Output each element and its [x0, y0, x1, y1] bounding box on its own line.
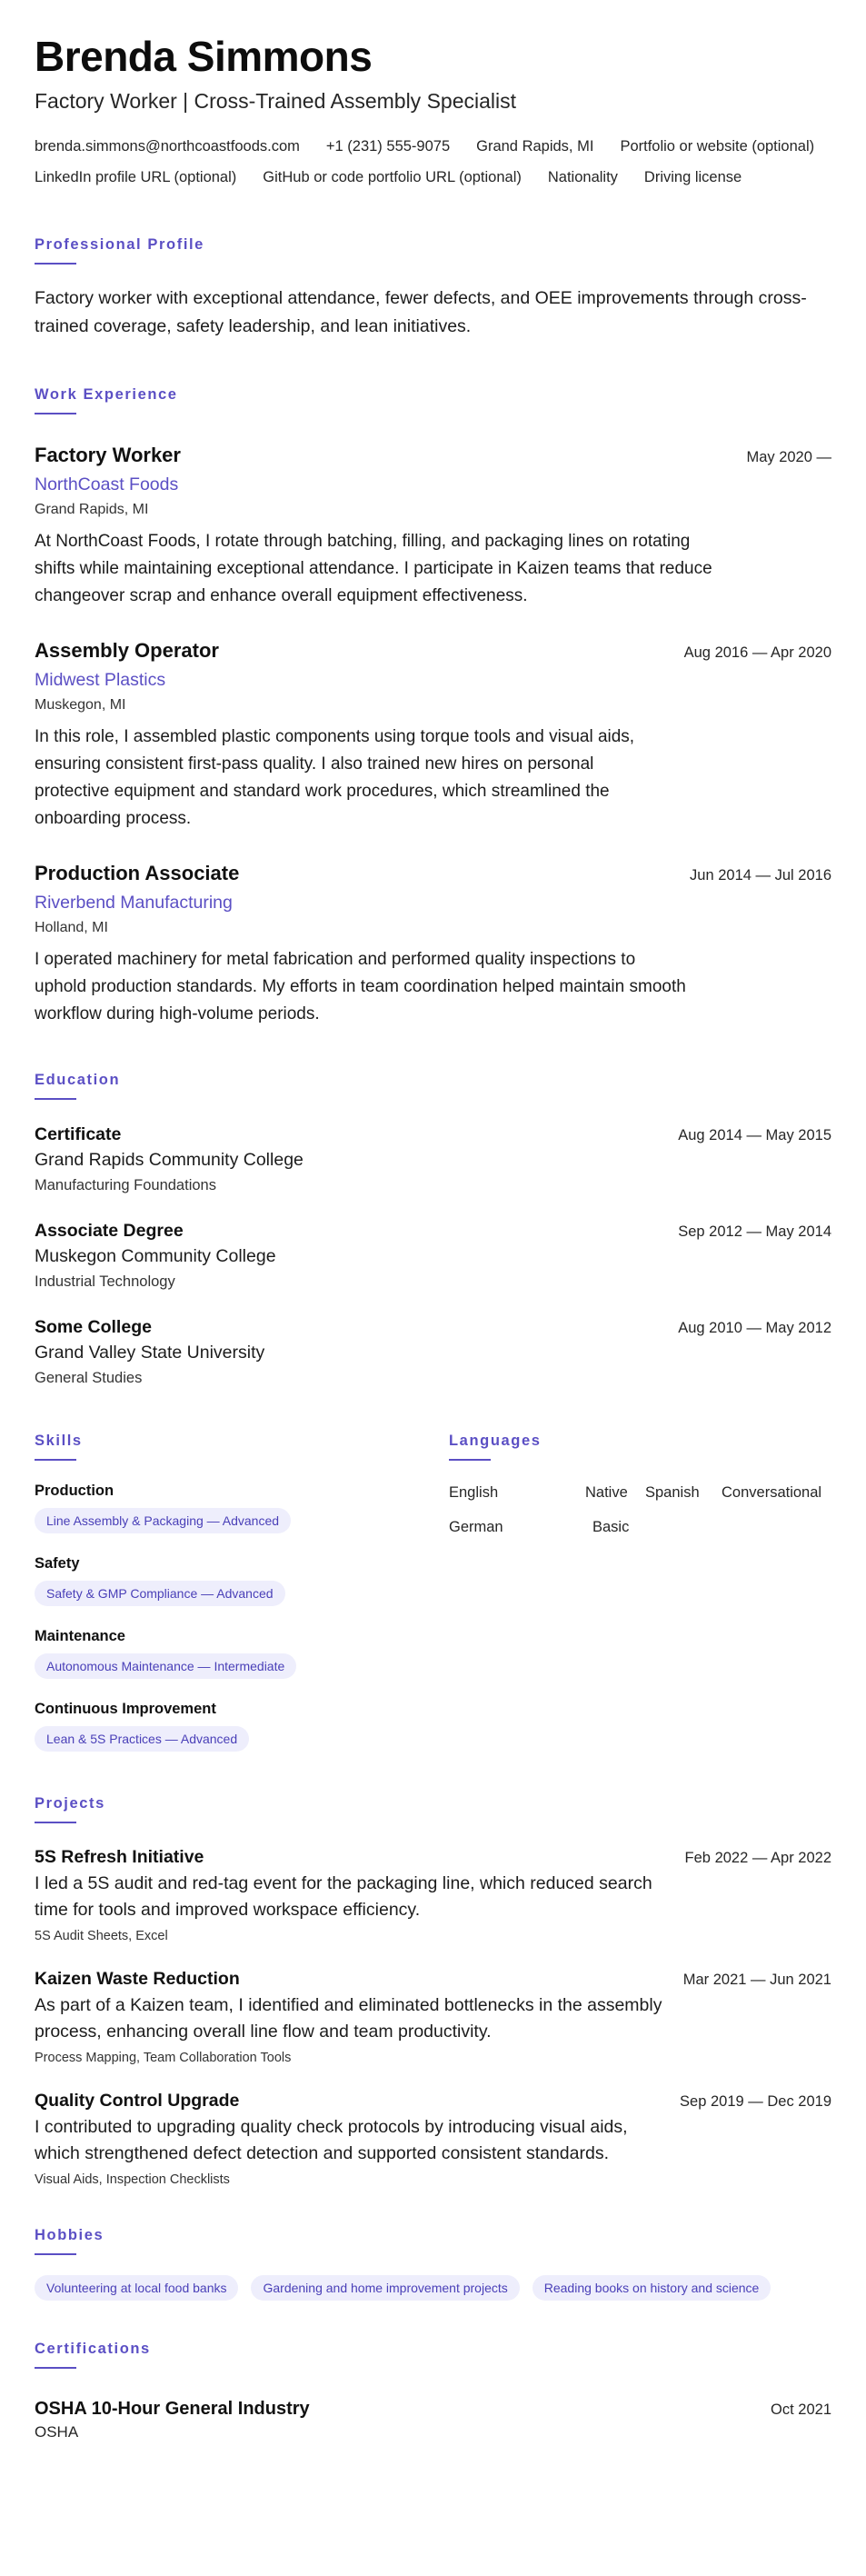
project-name: Kaizen Waste Reduction	[35, 1969, 240, 1989]
skill-pill: Line Assembly & Packaging — Advanced	[35, 1508, 291, 1533]
section-title: Work Experience	[35, 386, 178, 403]
degree-title: Certificate	[35, 1124, 122, 1144]
project-name: 5S Refresh Initiative	[35, 1847, 204, 1867]
section-title: Education	[35, 1072, 121, 1088]
section-divider	[449, 1459, 491, 1461]
hobby-pill: Volunteering at local food banks	[35, 2275, 238, 2301]
certifications-section	[35, 2339, 831, 2443]
work-entry	[35, 860, 831, 1028]
project-dates: Feb 2022 — Apr 2022	[684, 1850, 831, 1866]
degree-title: Some College	[35, 1317, 152, 1337]
section-title: Skills	[35, 1433, 83, 1449]
education-entry	[35, 1218, 831, 1293]
profile-summary: Factory worker with exceptional attendance, fewer defects, and OEE improvements through cross-trained coverage, safety leadership, and lean initiatives.	[35, 288, 807, 336]
profile-section	[35, 235, 831, 341]
education-entry	[35, 1314, 831, 1389]
skill-category: Production	[35, 1483, 114, 1499]
contact-list	[35, 131, 825, 193]
section-title: Hobbies	[35, 2227, 105, 2243]
job-dates: Aug 2016 — Apr 2020	[683, 644, 831, 661]
certification-entry	[35, 2396, 831, 2443]
school-name: Muskegon Community College	[35, 1246, 276, 1266]
language-name: Spanish	[645, 1484, 700, 1501]
education-dates: Aug 2014 — May 2015	[678, 1127, 831, 1143]
project-entry	[35, 1967, 831, 2067]
project-tools: 5S Audit Sheets, Excel	[35, 1929, 168, 1943]
project-tools: Visual Aids, Inspection Checklists	[35, 2172, 230, 2187]
languages-list	[449, 1483, 831, 1537]
project-tools: Process Mapping, Team Collaboration Tools	[35, 2051, 292, 2065]
skill-pill: Lean & 5S Practices — Advanced	[35, 1726, 249, 1752]
school-name: Grand Rapids Community College	[35, 1150, 304, 1170]
section-divider	[35, 1822, 76, 1823]
project-dates: Mar 2021 — Jun 2021	[682, 1972, 831, 1988]
education-dates: Sep 2012 — May 2014	[678, 1223, 831, 1240]
project-name: Quality Control Upgrade	[35, 2091, 240, 2111]
section-divider	[35, 2253, 76, 2255]
company-name: Midwest Plastics	[35, 670, 166, 690]
field-of-study: Manufacturing Foundations	[35, 1177, 216, 1193]
company-name: NorthCoast Foods	[35, 474, 179, 494]
contact-nationality: Nationality	[547, 169, 618, 185]
degree-title: Associate Degree	[35, 1221, 184, 1241]
language-name: English	[449, 1484, 499, 1501]
hobby-pill: Reading books on history and science	[533, 2275, 771, 2301]
language-name: German	[449, 1519, 503, 1535]
section-title: Projects	[35, 1795, 105, 1812]
section-title: Languages	[449, 1433, 542, 1449]
candidate-name: Brenda Simmons	[35, 33, 373, 80]
language-level: Conversational	[722, 1484, 822, 1501]
skill-category: Safety	[35, 1555, 80, 1572]
contact-portfolio[interactable]: Portfolio or website (optional)	[620, 138, 815, 155]
section-title: Professional Profile	[35, 236, 204, 253]
project-entry	[35, 2089, 831, 2189]
job-dates: May 2020 —	[746, 449, 831, 465]
section-divider	[35, 413, 76, 414]
hobby-pill: Gardening and home improvement projects	[251, 2275, 519, 2301]
job-description: I operated machinery for metal fabrication and performed quality inspections to uphold production standards. My efforts in team coordination helped maintain smooth workflow during high-volume periods.	[35, 950, 686, 1023]
certification-date: Oct 2021	[771, 2401, 831, 2418]
project-description: As part of a Kaizen team, I identified and eliminated bottlenecks in the assembly process, enhancing overall line flow and team productivity.	[35, 1995, 662, 2042]
hobbies-list	[35, 2275, 831, 2301]
section-divider	[35, 263, 76, 265]
field-of-study: Industrial Technology	[35, 1273, 175, 1290]
skill-group	[35, 1699, 449, 1752]
job-location: Grand Rapids, MI	[35, 502, 149, 517]
skill-category: Continuous Improvement	[35, 1701, 216, 1717]
certification-name: OSHA 10-Hour General Industry	[35, 2399, 310, 2419]
skills-languages-row	[35, 1431, 831, 1752]
skill-group	[35, 1553, 449, 1606]
education-section	[35, 1070, 831, 1389]
field-of-study: General Studies	[35, 1370, 143, 1386]
language-level: Basic	[592, 1519, 630, 1535]
job-title: Factory Worker	[35, 444, 181, 466]
section-divider	[35, 1098, 76, 1100]
contact-linkedin[interactable]: LinkedIn profile URL (optional)	[35, 169, 237, 185]
job-location: Muskegon, MI	[35, 697, 126, 713]
contact-email[interactable]: brenda.simmons@northcoastfoods.com	[35, 138, 300, 155]
languages-section	[449, 1431, 831, 1752]
project-description: I contributed to upgrading quality check protocols by introducing visual aids, which strengthened defect detection and supported consistent standards.	[35, 2117, 628, 2163]
work-section	[35, 384, 831, 1028]
language-level: Native	[585, 1484, 628, 1501]
skill-pill: Autonomous Maintenance — Intermediate	[35, 1653, 296, 1679]
section-divider	[35, 2367, 76, 2369]
skill-group	[35, 1481, 449, 1533]
project-dates: Sep 2019 — Dec 2019	[680, 2093, 831, 2110]
job-description: In this role, I assembled plastic components using torque tools and visual aids, ensuring consistent first-pass quality. I also trained new hires on personal protective equipment and standard work procedures, which streamlined the onboarding process.	[35, 727, 635, 828]
work-entry	[35, 442, 831, 610]
contact-github[interactable]: GitHub or code portfolio URL (optional)	[263, 169, 522, 185]
school-name: Grand Valley State University	[35, 1343, 265, 1363]
job-description: At NorthCoast Foods, I rotate through batching, filling, and packaging lines on rotating shifts while maintaining exceptional attendance. I participate in Kaizen teams that reduce changeover scrap and enhance overall equipment effectiveness.	[35, 532, 712, 605]
contact-location: Grand Rapids, MI	[476, 138, 594, 155]
education-dates: Aug 2010 — May 2012	[678, 1320, 831, 1336]
skill-group	[35, 1626, 449, 1679]
hobbies-section	[35, 2225, 831, 2301]
resume-header	[35, 33, 831, 193]
job-title: Production Associate	[35, 862, 240, 884]
skill-pill: Safety & GMP Compliance — Advanced	[35, 1581, 285, 1606]
section-title: Certifications	[35, 2341, 151, 2357]
company-name: Riverbend Manufacturing	[35, 893, 233, 913]
candidate-headline: Factory Worker | Cross-Trained Assembly Specialist	[35, 89, 517, 113]
projects-section	[35, 1793, 831, 2189]
education-entry	[35, 1122, 831, 1196]
contact-driving-license: Driving license	[643, 169, 742, 185]
certification-issuer: OSHA	[35, 2423, 79, 2441]
skills-section	[35, 1431, 449, 1752]
section-divider	[35, 1459, 76, 1461]
work-entry	[35, 637, 831, 833]
project-entry	[35, 1845, 831, 1945]
job-location: Holland, MI	[35, 920, 108, 935]
project-description: I led a 5S audit and red-tag event for the packaging line, which reduced search time for tools and improved workspace efficiency.	[35, 1873, 652, 1920]
contact-phone[interactable]: +1 (231) 555-9075	[325, 138, 451, 155]
skill-category: Maintenance	[35, 1628, 125, 1644]
job-dates: Jun 2014 — Jul 2016	[690, 867, 831, 884]
job-title: Assembly Operator	[35, 639, 219, 662]
